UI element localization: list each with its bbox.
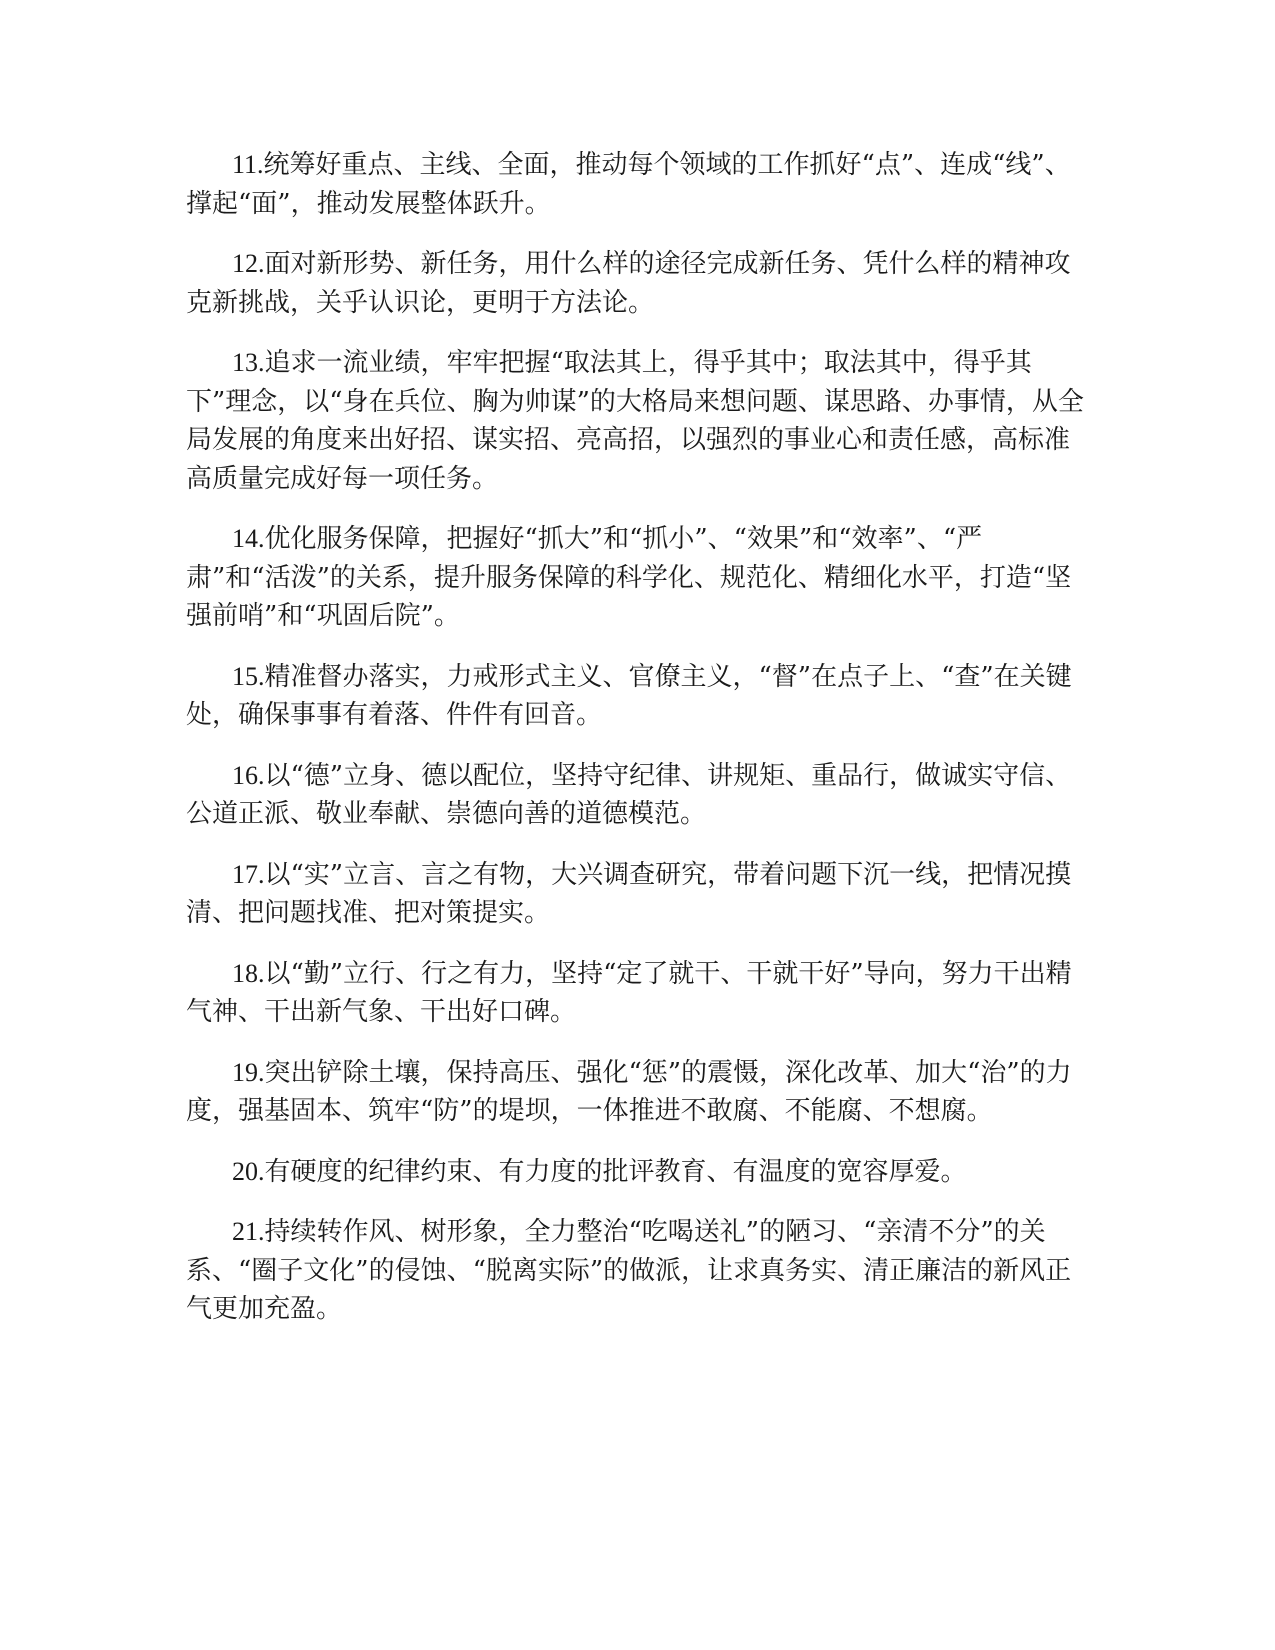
paragraph-number: 17. [232, 859, 265, 889]
paragraph-text: 有硬度的纪律约束、有力度的批评教育、有温度的宽容厚爱。 [264, 1156, 967, 1187]
paragraph-text: 优化服务保障，把握好“抓大”和“抓小”、“效果”和“效率”、“严肃”和“活泼”的关系，提升服务保障的科学化、规范化、精细化水平，打造“坚强前哨”和“巩固后院”。 [186, 524, 1072, 631]
paragraph-text: 以“实”立言、言之有物，大兴调查研究，带着问题下沉一线，把情况摸清、把问题找准、把对策提实。 [186, 859, 1072, 928]
paragraph-number: 21. [232, 1217, 265, 1246]
paragraph-18 [186, 955, 1086, 1032]
paragraph-16 [186, 757, 1086, 834]
paragraph-number: 18. [232, 958, 265, 988]
paragraph-text: 精准督办落实，力戒形式主义、官僚主义，“督”在点子上、“查”在关键处，确保事事有着落、件件有回音。 [186, 661, 1072, 730]
paragraph-17 [186, 856, 1086, 933]
paragraph-number: 20. [232, 1156, 265, 1186]
paragraph-text: 以“德”立身、德以配位，坚持守纪律、讲规矩、重品行，做诚实守信、公道正派、敬业奉献、崇德向善的道德模范。 [186, 760, 1072, 829]
paragraph-number: 13. [232, 348, 265, 377]
paragraph-13 [186, 344, 1086, 498]
paragraph-text: 统筹好重点、主线、全面，推动每个领域的工作抓好“点”、连成“线”、撑起“面”，推动发展整体跃升。 [186, 150, 1071, 219]
paragraph-text: 追求一流业绩，牢牢把握“取法其上，得乎其中；取法其中，得乎其下”理念，以“身在兵位、胸为帅谋”的大格局来想问题、谋思路、办事情，从全局发展的角度来出好招、谋实招、亮高招，以强烈的事业心和责任感，高标准高质量完成好每一项任务。 [186, 348, 1084, 494]
paragraph-14 [186, 520, 1086, 636]
paragraph-number: 19. [232, 1057, 265, 1087]
paragraph-number: 15. [232, 661, 265, 691]
paragraph-11 [186, 146, 1086, 223]
paragraph-number: 14. [232, 524, 265, 553]
paragraph-text: 以“勤”立行、行之有力，坚持“定了就干、干就干好”导向，努力干出精气神、干出新气象、干出好口碑。 [186, 958, 1072, 1027]
paragraph-number: 16. [232, 760, 265, 790]
paragraph-text: 面对新形势、新任务，用什么样的途径完成新任务、凭什么样的精神攻克新挑战，关乎认识论，更明于方法论。 [186, 249, 1071, 318]
document-body [186, 146, 1086, 1351]
paragraph-text: 突出铲除土壤，保持高压、强化“惩”的震慑，深化改革、加大“治”的力度，强基固本、筑牢“防”的堤坝，一体推进不敢腐、不能腐、不想腐。 [186, 1057, 1072, 1126]
paragraph-12 [186, 245, 1086, 322]
paragraph-number: 12. [232, 249, 265, 278]
paragraph-20 [186, 1153, 1086, 1192]
paragraph-15 [186, 658, 1086, 735]
paragraph-text: 持续转作风、树形象，全力整治“吃喝送礼”的陋习、“亲清不分”的关系、“圈子文化”的侵蚀、“脱离实际”的做派，让求真务实、清正廉洁的新风正气更加充盈。 [186, 1217, 1072, 1324]
paragraph-number: 11. [232, 150, 264, 179]
paragraph-21 [186, 1213, 1086, 1329]
paragraph-19 [186, 1054, 1086, 1131]
